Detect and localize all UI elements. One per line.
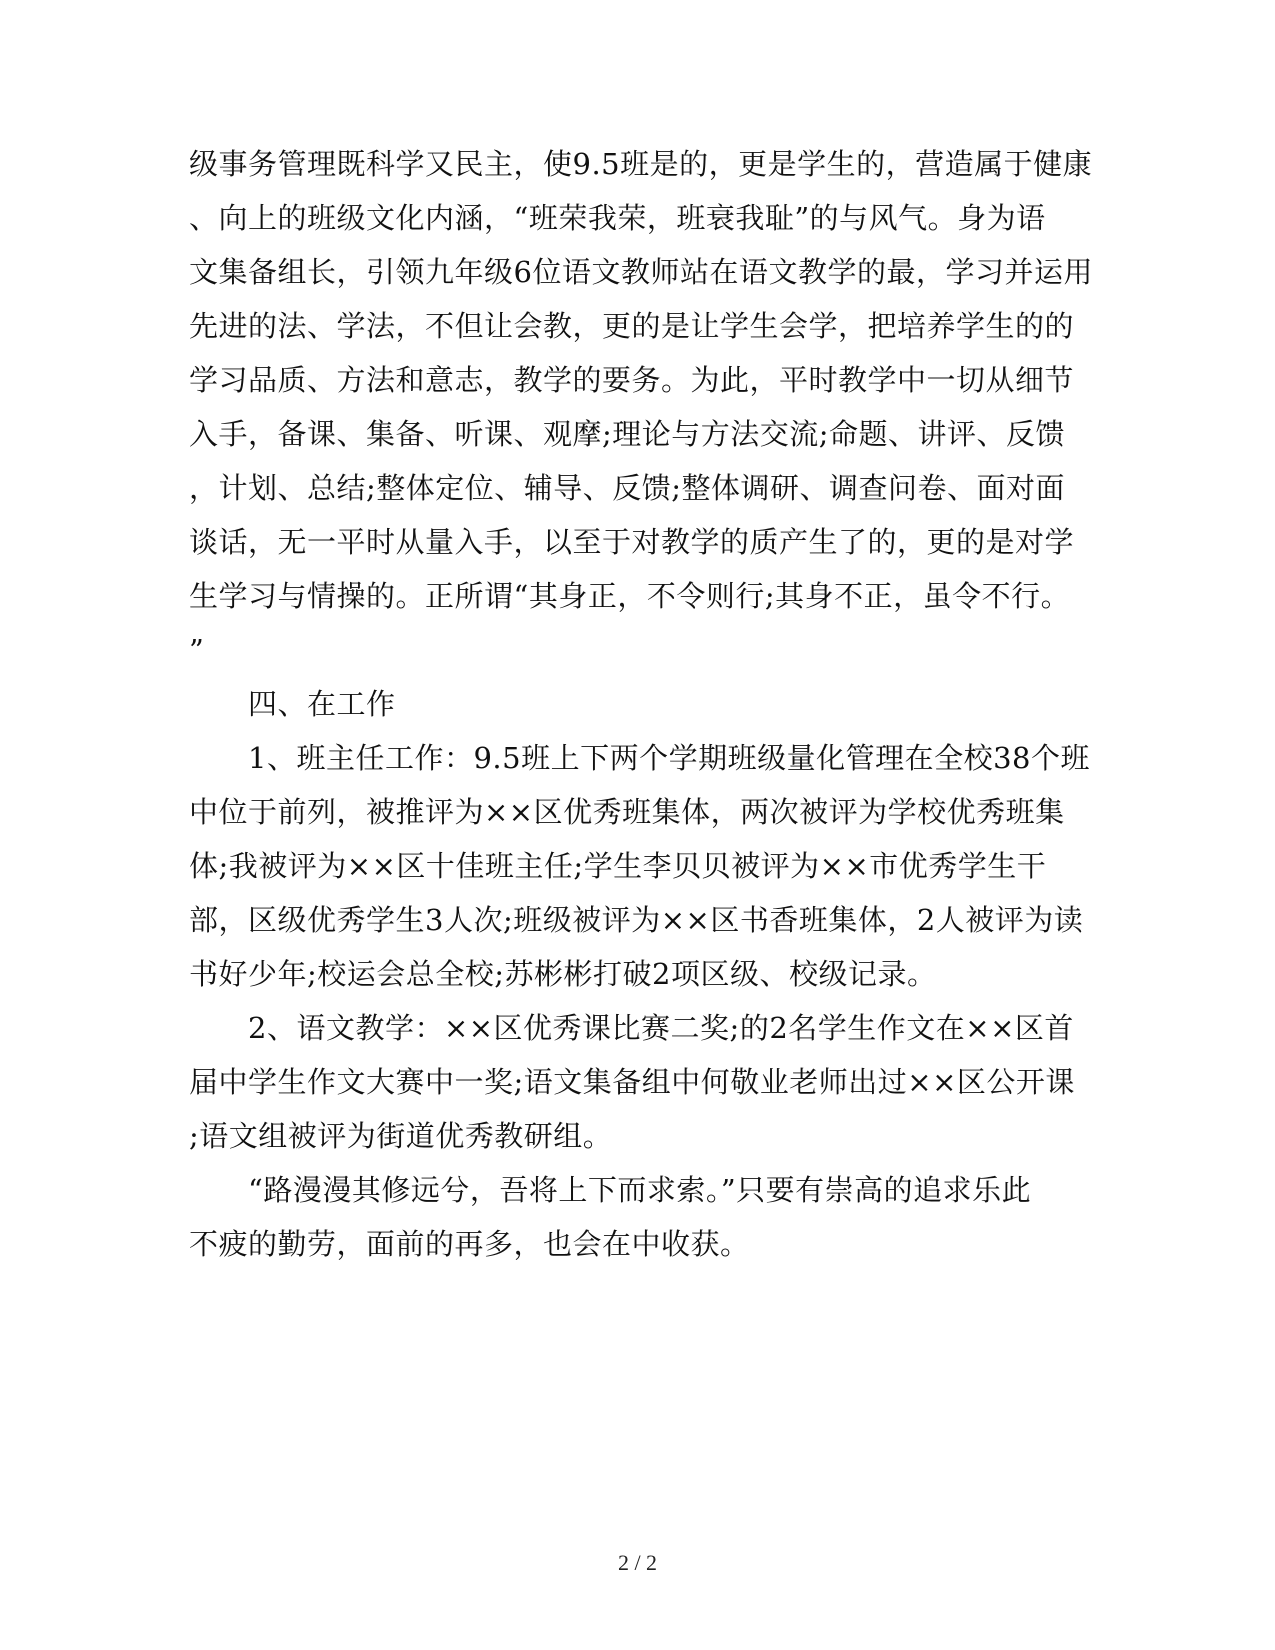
paragraph-2-line-3: 体;我被评为××区十佳班主任;学生李贝贝被评为××市优秀学生干 bbox=[189, 849, 1047, 883]
paragraph-1-line-3: 文集备组长，引领九年级6位语文教师站在语文教学的最，学习并运用 bbox=[189, 255, 1093, 289]
paragraph-3-line-2: 届中学生作文大赛中一奖;语文集备组中何敬业老师出过××区公开课 bbox=[189, 1065, 1075, 1099]
paragraph-3-line-1: 2、语文教学：××区优秀课比赛二奖;的2名学生作文在××区首 bbox=[248, 1011, 1074, 1045]
paragraph-3-line-3: ;语文组被评为街道优秀教研组。 bbox=[189, 1119, 613, 1153]
paragraph-1-line-8: 谈话，无一平时从量入手，以至于对教学的质产生了的，更的是对学 bbox=[189, 525, 1075, 559]
paragraph-1-line-7: ，计划、总结;整体定位、辅导、反馈;整体调研、调查问卷、面对面 bbox=[189, 471, 1066, 505]
paragraph-1-line-9: 生学习与情操的。正所谓“其身正，不令则行;其身不正，虽令不行。 bbox=[189, 579, 1071, 613]
paragraph-2-line-4: 部，区级优秀学生3人次;班级被评为××区书香班集体，2人被评为读 bbox=[189, 903, 1084, 937]
page-number: 2 / 2 bbox=[617, 1550, 658, 1575]
paragraph-4-line-2: 不疲的勤劳，面前的再多，也会在中收获。 bbox=[189, 1227, 750, 1261]
paragraph-2-line-2: 中位于前列，被推评为××区优秀班集体，两次被评为学校优秀班集 bbox=[189, 795, 1065, 829]
paragraph-1-line-2: 、向上的班级文化内涵，“班荣我荣，班衰我耻”的与风气。身为语 bbox=[189, 201, 1046, 235]
paragraph-1-line-5: 学习品质、方法和意志，教学的要务。为此，平时教学中一切从细节 bbox=[189, 363, 1075, 397]
paragraph-1-line-10: ” bbox=[189, 633, 205, 667]
paragraph-4-line-1: “路漫漫其修远兮，吾将上下而求索。”只要有崇高的追求乐此 bbox=[248, 1173, 1032, 1207]
section-heading: 四、在工作 bbox=[248, 687, 396, 721]
paragraph-2-line-1: 1、班主任工作：9.5班上下两个学期班级量化管理在全校38个班 bbox=[248, 741, 1090, 775]
paragraph-1-line-1: 级事务管理既科学又民主，使9.5班是的，更是学生的，营造属于健康 bbox=[189, 147, 1093, 181]
paragraph-1-line-4: 先进的法、学法，不但让会教，更的是让学生会学，把培养学生的的 bbox=[189, 309, 1075, 343]
paragraph-2-line-5: 书好少年;校运会总全校;苏彬彬打破2项区级、校级记录。 bbox=[189, 957, 937, 991]
paragraph-1-line-6: 入手，备课、集备、听课、观摩;理论与方法交流;命题、讲评、反馈 bbox=[189, 417, 1066, 451]
